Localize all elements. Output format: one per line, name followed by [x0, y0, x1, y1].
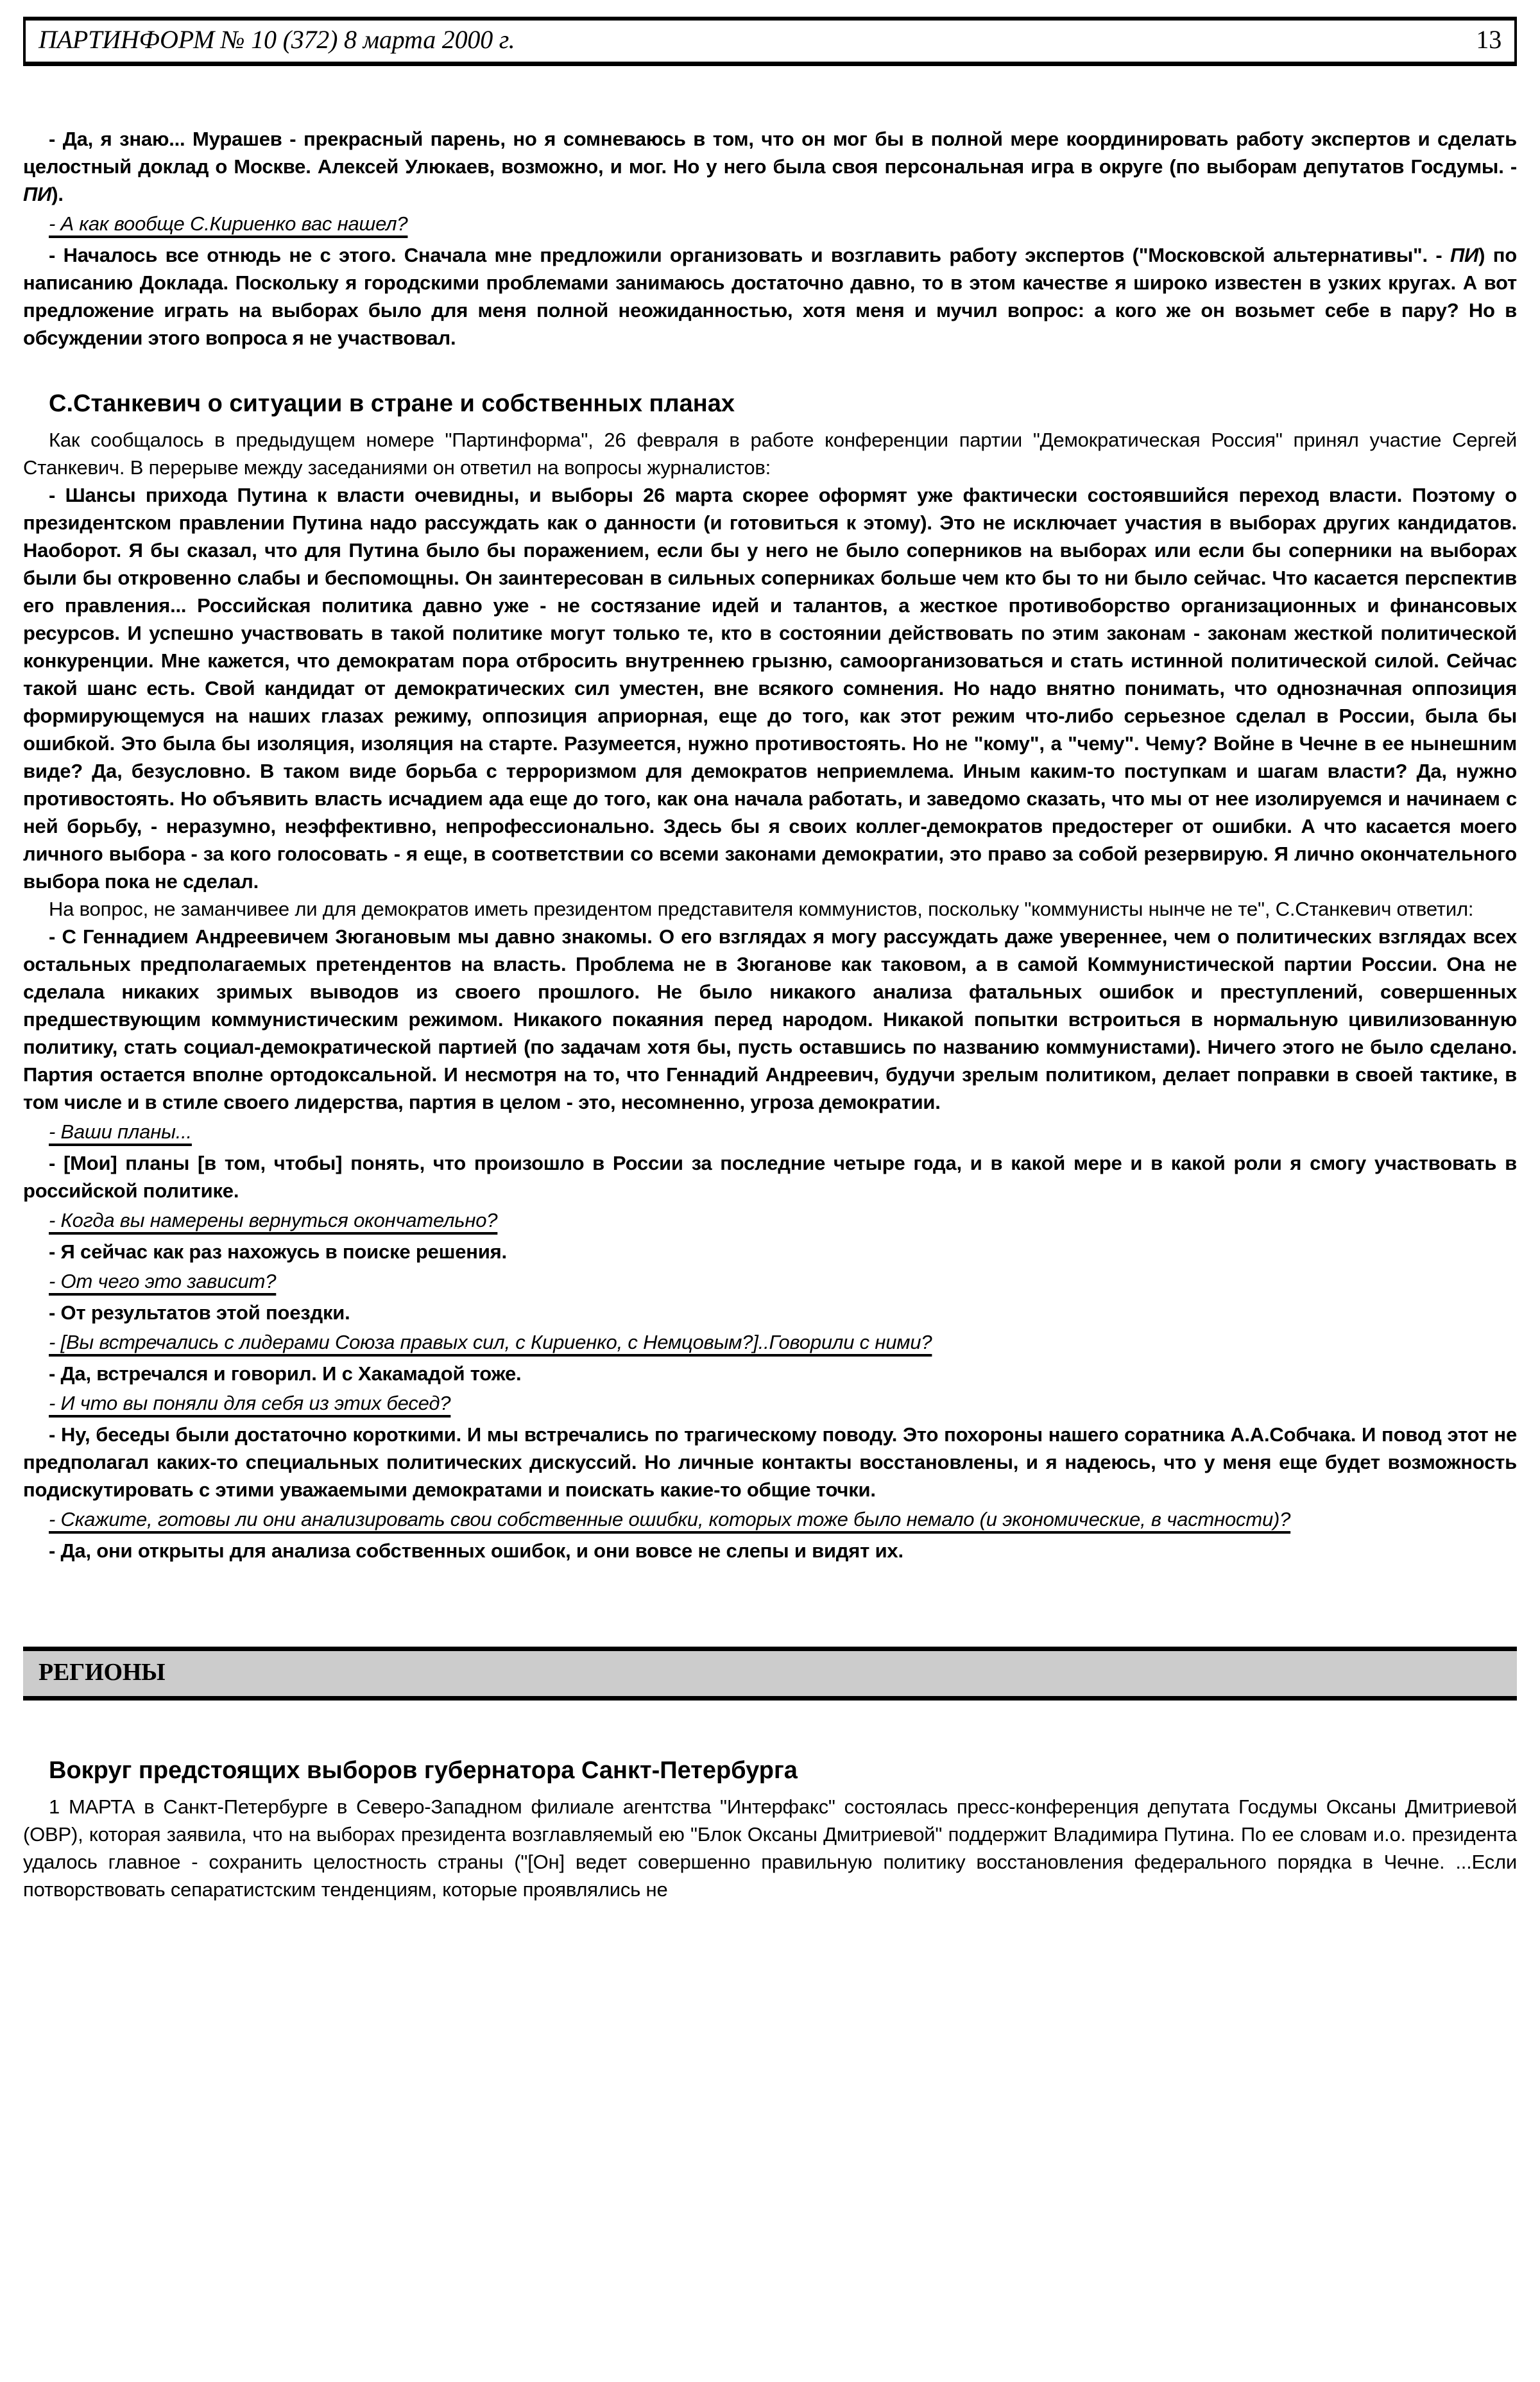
article-body: [23, 125, 1517, 1903]
text-run: - Да, они открыты для анализа собственных ошибок, и они вовсе не слепы и видят их.: [49, 1539, 903, 1562]
text-run: - А как вообще С.Кириенко вас нашел?: [49, 212, 408, 235]
interview-answer-paragraph: [23, 1238, 1517, 1265]
running-head: [23, 17, 1517, 66]
text-run: - Ну, беседы были достаточно короткими. И мы встречались по трагическому поводу. Это похороны нашего соратника А.А.Собчака. И повод этот не предполагал каких-то специальных политических дискуссий. Но личные контакты восстановлены, и я надеюсь, что у меня еще будет возможность подискутировать с этими уважаемыми демократами и поискать какие-то общие точки.: [23, 1423, 1517, 1501]
narrative-paragraph: [23, 426, 1517, 481]
interview-answer-paragraph: [23, 125, 1517, 208]
interview-question: [23, 210, 1517, 237]
text-run: - С Геннадием Андреевичем Зюгановым мы давно знакомы. О его взглядах я могу рассуждать даже увереннее, чем о политических взглядах всех остальных предполагаемых претендентов на власть. Проблема не в Зюганове как таковом, а в самой Коммунистической партии России. Она не сделала никаких зримых выводов из своего прошлого. Не было никакого анализа фатальных ошибок и преступлений, совершенных предшествующим коммунистическим режимом. Никакого покаяния перед народом. Никакой попытки встроиться в нормальную цивилизованную политику, стать социал-демократической партией (по задачам хотя бы, пусть оставшись по названию коммунистами). Ничего этого не было сделано. Партия остается вполне ортодоксальной. И несмотря на то, что Геннадий Андреевич, будучи зрелым политиком, делает поправки в своей тактике, в том числе и в стиле своего лидерства, партия в целом - это, несомненно, угроза демократии.: [23, 925, 1517, 1113]
interview-answer-paragraph: [23, 1299, 1517, 1326]
text-run: На вопрос, не заманчивее ли для демократов иметь президентом представителя коммунистов, поскольку "коммунисты нынче не те", С.Станкевич ответил:: [49, 898, 1474, 920]
text-run: - Я сейчас как раз нахожусь в поиске решения.: [49, 1240, 507, 1263]
text-run: - От чего это зависит?: [49, 1270, 277, 1292]
text-run: - [Вы встречались с лидерами Союза правых сил, с Кириенко, с Немцовым?]..Говорили с ними?: [49, 1331, 932, 1353]
interview-question: [23, 1389, 1517, 1417]
narrative-paragraph: [23, 895, 1517, 923]
text-run: - [Мои] планы [в том, чтобы] понять, что произошло в России за последние четыре года, и в какой мере и в какой роли я смогу участвовать в российской политике.: [23, 1152, 1517, 1202]
interview-question: [23, 1267, 1517, 1295]
interview-answer-paragraph: [23, 1149, 1517, 1204]
text-run: - И что вы поняли для себя из этих бесед?: [49, 1392, 451, 1414]
text-run: - От результатов этой поездки.: [49, 1301, 350, 1324]
editorial-mark-pi: ПИ: [1450, 244, 1479, 266]
interview-answer-paragraph: [23, 923, 1517, 1116]
text-run: - Когда вы намерены вернуться окончательно?: [49, 1209, 498, 1231]
text-run: - Шансы прихода Путина к власти очевидны, и выборы 26 марта скорее оформят уже фактически состоявшийся переход власти. Поэтому о президентском правлении Путина надо рассуждать как о данности (и готовиться к этому). Это не исключает участия в выборах других кандидатов. Наоборот. Я бы сказал, что для Путина было бы поражением, если бы у него не было соперников на выборах или если бы соперники на выборах были бы откровенно слабы и беспомощны. Он заинтересован в сильных соперниках больше чем кто бы то ни было сейчас. Что касается перспектив его правления... Российская политика давно уже - не состязание идей и талантов, а жесткое противоборство организационных и финансовых ресурсов. И успешно участвовать в такой политике могут только те, кто в состоянии действовать по этим законам - законам жесткой политической конкуренции. Мне кажется, что демократам пора отбросить внутреннею грызню, самоорганизоваться и стать истинной политической силой. Сейчас такой шанс есть. Свой кандидат от демократических сил уместен, вне всякого сомнения. Но надо внятно понимать, что однозначная оппозиция формирующемуся на наших глазах режиму, оппозиция априорная, еще до того, как этот режим что-либо серьезное сделал в России, была бы ошибкой. Это была бы изоляция, изоляция на старте. Разумеется, нужно противостоять. Но не "кому", а "чему". Чему? Войне в Чечне в ее нынешним виде? Да, безусловно. В таком виде борьба с терроризмом для демократов неприемлема. Иным каким-то поступкам и шагам власти? Да, нужно противостоять. Но объявить власть исчадием ада еще до того, как она начала работать, и заведомо сказать, что мы от нее изолируемся и начинаем с ней борьбу, - неразумно, неэффективно, непрофессионально. Здесь бы я своих коллег-демократов предостерег от ошибки. А что касается моего личного выбора - за кого голосовать - я еще, в соответствии со всеми законами демократии, это право за собой резервирую. Я лично окончательного выбора пока не сделал.: [23, 484, 1517, 893]
interview-answer-paragraph: [23, 1537, 1517, 1564]
text-run: - Да, встречался и говорил. И с Хакамадой тоже.: [49, 1362, 522, 1385]
interview-question: [23, 1206, 1517, 1234]
section-heading-bar: [23, 1647, 1517, 1701]
interview-question: [23, 1328, 1517, 1356]
text-run: Как сообщалось в предыдущем номере "Партинформа", 26 февраля в работе конференции партии "Демократическая Россия" принял участие Сергей Станкевич. В перерыве между заседаниями он ответил на вопросы журналистов:: [23, 429, 1517, 479]
narrative-paragraph: [23, 1793, 1517, 1903]
article-heading: Вокруг предстоящих выборов губернатора Санкт-Петербурга: [49, 1757, 798, 1784]
text-run: ).: [51, 183, 64, 205]
interview-question: [23, 1118, 1517, 1145]
text-run: - Началось все отнюдь не с этого. Сначала мне предложили организовать и возглавить работу экспертов ("Московской альтернативы". -: [49, 244, 1450, 266]
interview-question: [23, 1505, 1517, 1533]
article-heading: С.Станкевич о ситуации в стране и собственных планах: [49, 390, 735, 417]
page-number: 13: [1476, 25, 1502, 54]
text-run: ) по написанию Доклада. Поскольку я городскими проблемами занимаюсь достаточно давно, то в этом качестве я широко известен в узких кругах. А вот предложение играть на выборах было для меня полной неожиданностью, хотя меня и мучил вопрос: а кого же он возьмет себе в пару? Но в обсуждении этого вопроса я не участвовал.: [23, 244, 1517, 349]
text-run: - Ваши планы...: [49, 1120, 192, 1143]
interview-answer-paragraph: [23, 1421, 1517, 1504]
section-heading-label: РЕГИОНЫ: [38, 1659, 166, 1686]
interview-answer-paragraph: [23, 241, 1517, 352]
text-run: - Да, я знаю... Мурашев - прекрасный парень, но я сомневаюсь в том, что он мог бы в полной мере координировать работу экспертов и сделать целостный доклад о Москве. Алексей Улюкаев, возможно, и мог. Но у него была своя персональная игра в округе (по выборам депутатов Госдумы. -: [23, 128, 1517, 178]
interview-answer-paragraph: [23, 1360, 1517, 1387]
text-run: 1 МАРТА в Санкт-Петербурге в Северо-Западном филиале агентства "Интерфакс" состоялась пресс-конференция депутата Госдумы Оксаны Дмитриевой (ОВР), которая заявила, что на выборах президента возглавляемый ею "Блок Оксаны Дмитриевой" поддержит Владимира Путина. По ее словам и.о. президента удалось главное - сохранить целостность страны ("[Он] ведет совершенно правильную политику восстановления федерального порядка в Чечне. ...Если потворствовать сепаратистским тенденциям, которые проявлялись не: [23, 1795, 1517, 1901]
interview-answer-paragraph: [23, 481, 1517, 895]
newsletter-title: ПАРТИНФОРМ № 10 (372) 8 марта 2000 г.: [38, 25, 515, 54]
editorial-mark-pi: ПИ: [23, 183, 52, 205]
text-run: - Скажите, готовы ли они анализировать свои собственные ошибки, которых тоже было немало (и экономические, в частности)?: [49, 1508, 1291, 1530]
